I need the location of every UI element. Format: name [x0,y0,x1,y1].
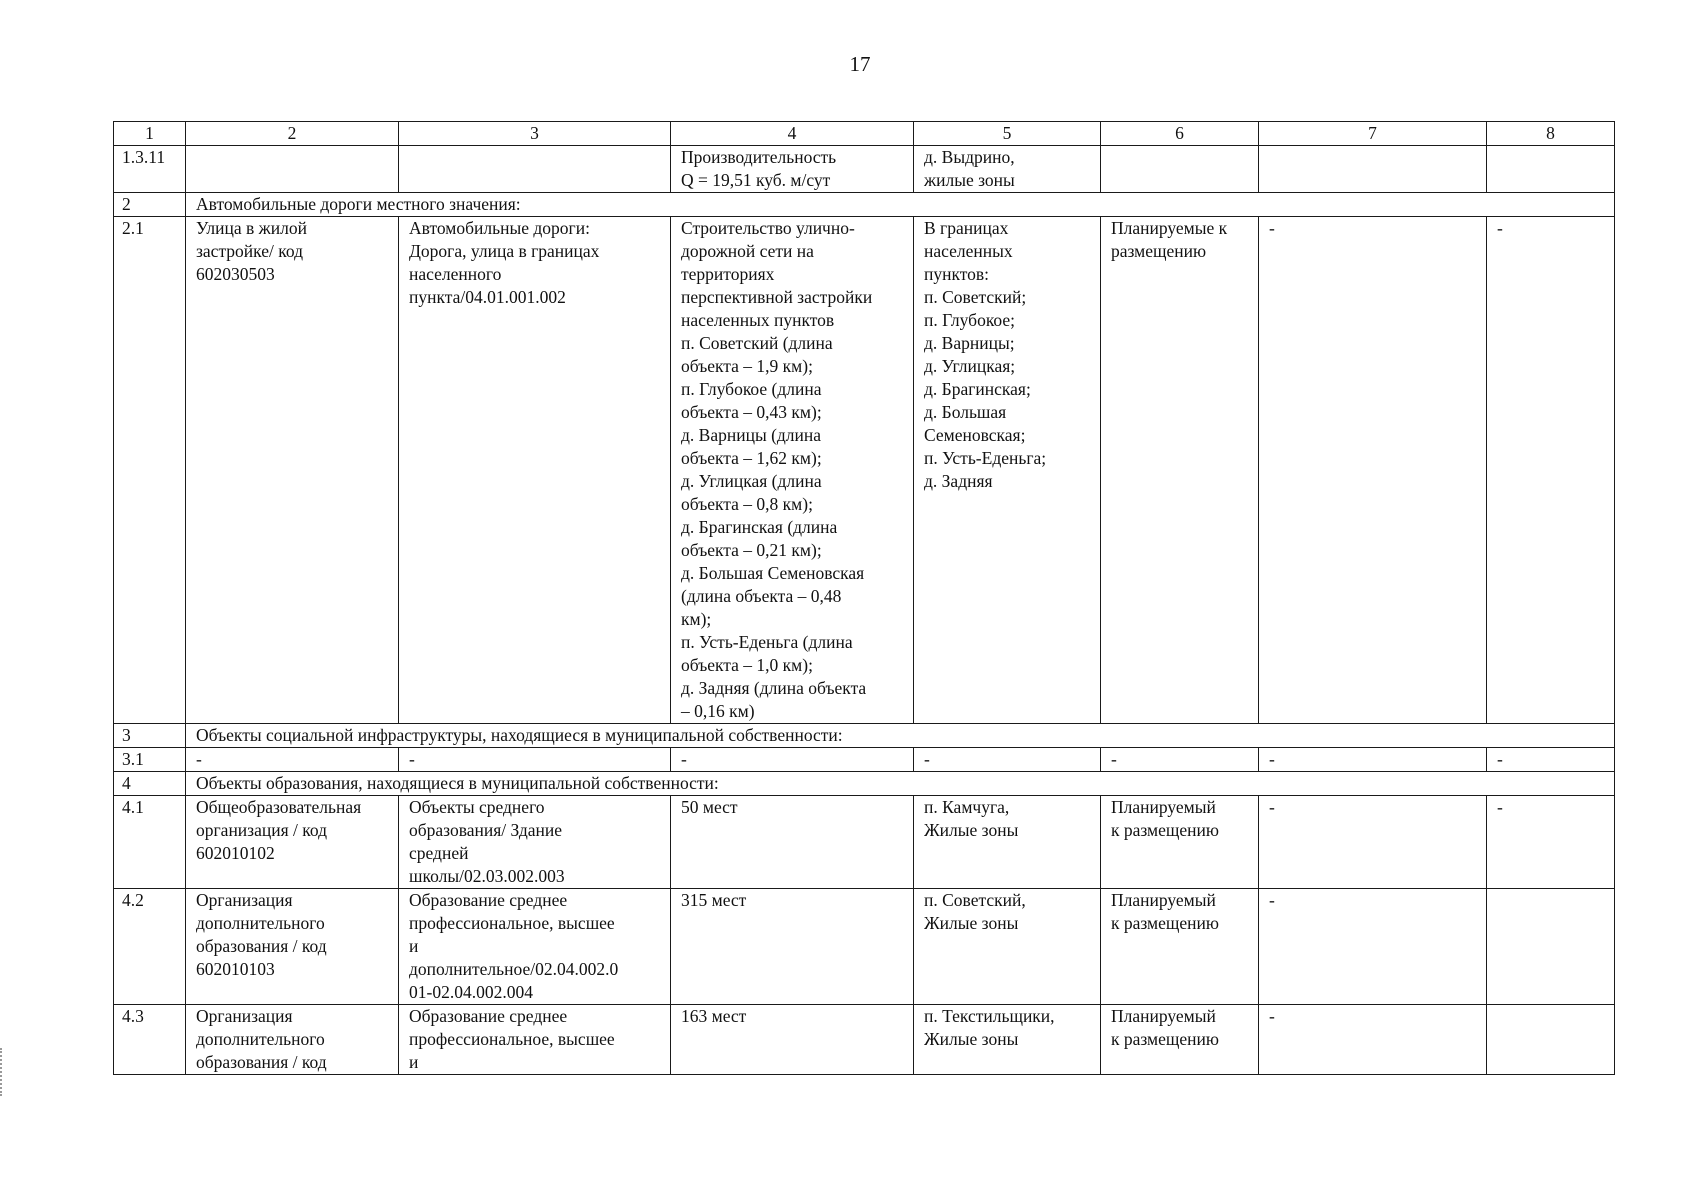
col7-cell: - [1259,748,1487,772]
row-number: 4.2 [114,889,186,1005]
location-cell: - [914,748,1101,772]
location-cell: В границах населенных пунктов: п. Советский; п. Глубокое; д. Варницы; д. Углицкая; д. Брагинская; д. Большая Семеновская; п. Усть-Еденьга; д. Задняя [914,217,1101,724]
row-number: 2.1 [114,217,186,724]
section-number: 4 [114,772,186,796]
table-row [114,748,1615,772]
row-number: 3.1 [114,748,186,772]
col8-cell: - [1487,748,1615,772]
header-col-7: 7 [1259,122,1487,146]
status-cell: Планируемый к размещению [1101,796,1259,889]
header-col-8: 8 [1487,122,1615,146]
characteristics-cell: Строительство улично- дорожной сети на территориях перспективной застройки населенных пунктов п. Советский (длина объекта – 1,9 км); п. Глубокое (длина объекта – 0,43 км); д. Варницы (длина объекта – 1,62 км); д. Углицкая (длина объекта – 0,8 км); д. Брагинская (длина объекта – 0,21 км); д. Большая Семеновская (длина объекта – 0,48 км); п. Усть-Еденьга (длина объекта – 1,0 км); д. Задняя (длина объекта – 0,16 км) [671,217,914,724]
characteristics-cell: Производительность Q = 19,51 куб. м/сут [671,146,914,193]
col7-cell: - [1259,1005,1487,1075]
object-type-cell: Объекты среднего образования/ Здание средней школы/02.03.002.003 [399,796,671,889]
header-col-2: 2 [186,122,399,146]
location-cell: п. Текстильщики, Жилые зоны [914,1005,1101,1075]
col7-cell: - [1259,889,1487,1005]
object-name-cell: Общеобразовательная организация / код 602010102 [186,796,399,889]
col8-cell [1487,889,1615,1005]
header-col-4: 4 [671,122,914,146]
location-cell: п. Камчуга, Жилые зоны [914,796,1101,889]
section-row [114,724,1615,748]
characteristics-cell: 315 мест [671,889,914,1005]
header-col-5: 5 [914,122,1101,146]
section-number: 2 [114,193,186,217]
section-number: 3 [114,724,186,748]
characteristics-cell: 163 мест [671,1005,914,1075]
col7-cell [1259,146,1487,193]
object-name-cell: - [186,748,399,772]
table-row [114,1005,1615,1075]
col8-cell [1487,1005,1615,1075]
table-row [114,217,1615,724]
object-name-cell [186,146,399,193]
section-title: Автомобильные дороги местного значения: [186,193,1615,217]
status-cell: Планируемый к размещению [1101,1005,1259,1075]
col7-cell: - [1259,217,1487,724]
object-type-cell [399,146,671,193]
table-row [114,889,1615,1005]
header-col-3: 3 [399,122,671,146]
planning-table [113,121,1615,1075]
object-name-cell: Организация дополнительного образования / код [186,1005,399,1075]
characteristics-cell: - [671,748,914,772]
status-cell: - [1101,748,1259,772]
object-name-cell: Улица в жилой застройке/ код 602030503 [186,217,399,724]
status-cell [1101,146,1259,193]
status-cell: Планируемые к размещению [1101,217,1259,724]
header-col-1: 1 [114,122,186,146]
page-number: 17 [849,52,871,76]
object-type-cell: Автомобильные дороги: Дорога, улица в границах населенного пункта/04.01.001.002 [399,217,671,724]
header-col-6: 6 [1101,122,1259,146]
status-cell: Планируемый к размещению [1101,889,1259,1005]
section-title: Объекты социальной инфраструктуры, находящиеся в муниципальной собственности: [186,724,1615,748]
row-number: 4.1 [114,796,186,889]
col8-cell [1487,146,1615,193]
table-row [114,796,1615,889]
header-row [114,122,1615,146]
location-cell: д. Выдрино, жилые зоны [914,146,1101,193]
section-row [114,193,1615,217]
location-cell: п. Советский, Жилые зоны [914,889,1101,1005]
row-number: 4.3 [114,1005,186,1075]
object-name-cell: Организация дополнительного образования / код 602010103 [186,889,399,1005]
object-type-cell: Образование среднее профессиональное, высшее и [399,1005,671,1075]
col8-cell: - [1487,217,1615,724]
object-type-cell: - [399,748,671,772]
section-title: Объекты образования, находящиеся в муниципальной собственности: [186,772,1615,796]
object-type-cell: Образование среднее профессиональное, высшее и дополнительное/02.04.002.0 01-02.04.002.004 [399,889,671,1005]
section-row [114,772,1615,796]
row-number: 1.3.11 [114,146,186,193]
table-row [114,146,1615,193]
col7-cell: - [1259,796,1487,889]
characteristics-cell: 50 мест [671,796,914,889]
col8-cell: - [1487,796,1615,889]
scan-edge-marks [0,1048,6,1096]
